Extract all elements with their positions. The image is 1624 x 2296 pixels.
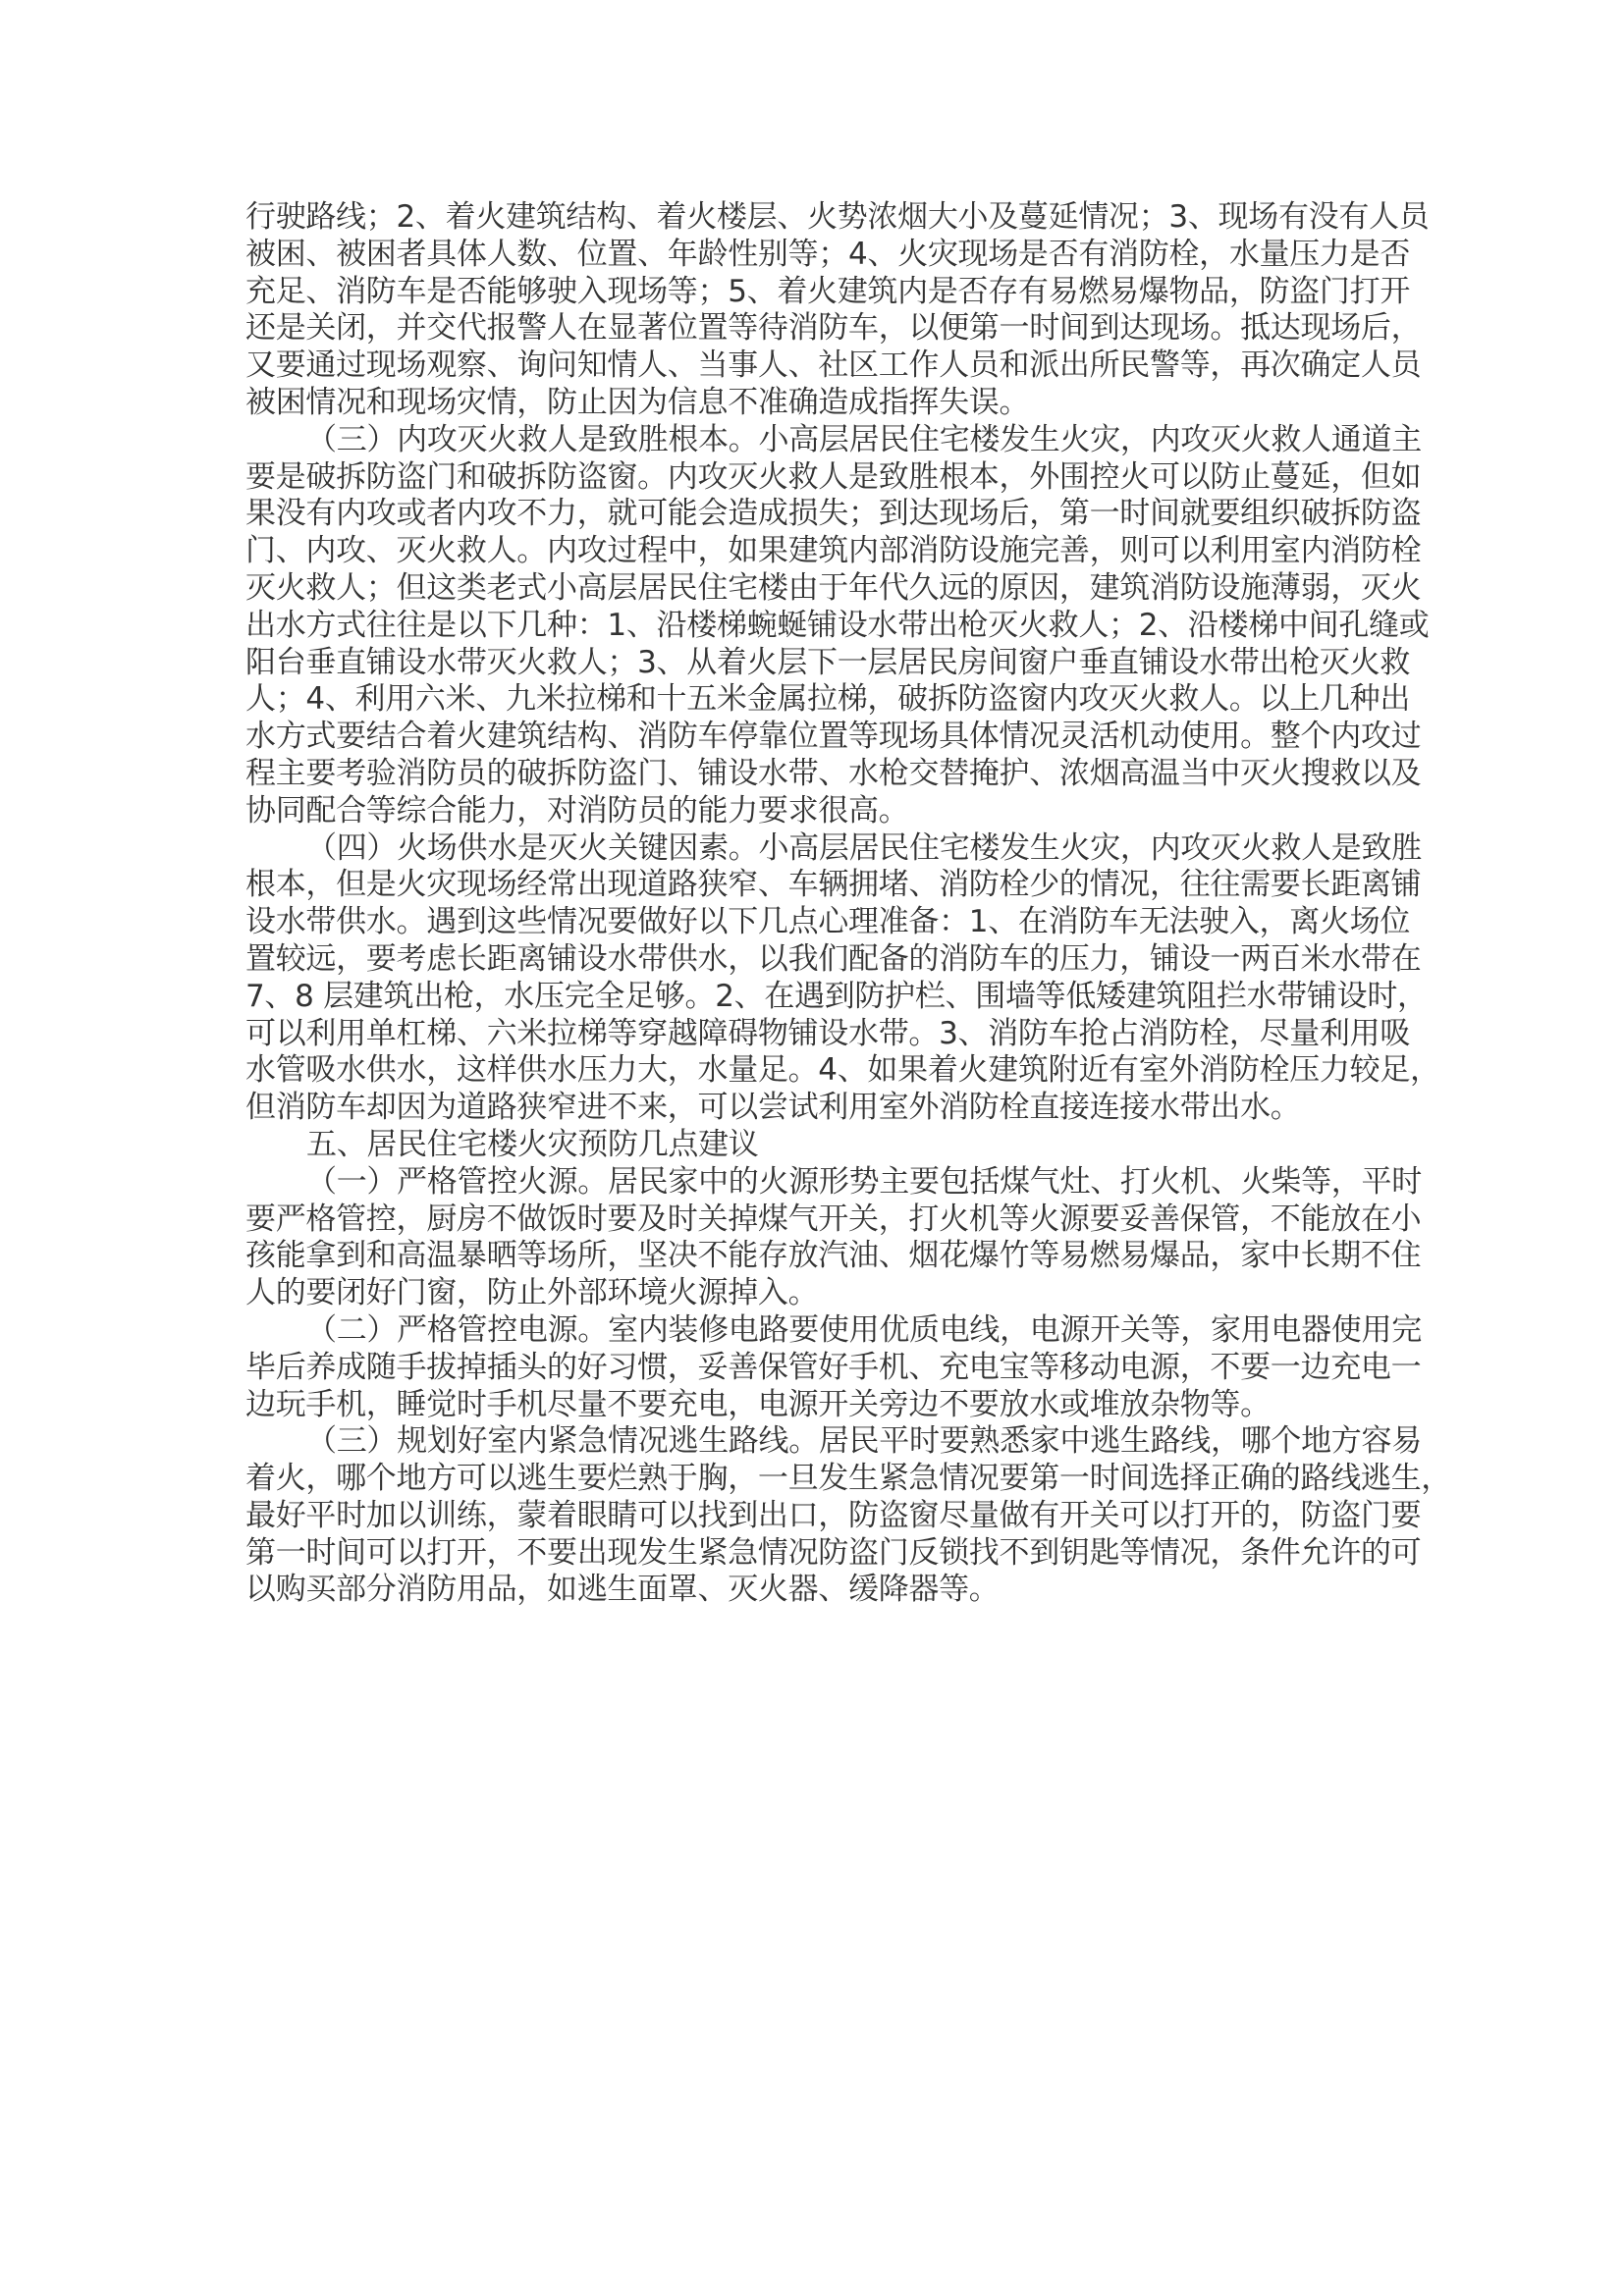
text-line: （一）严格管控火源。居民家中的火源形势主要包括煤气灶、打火机、火柴等，平时 — [306, 1163, 1422, 1200]
text-line: 人；4、利用六米、九米拉梯和十五米金属拉梯，破拆防盗窗内攻灭火救人。以上几种出 — [245, 681, 1411, 718]
text-line: 协同配合等综合能力，对消防员的能力要求很高。 — [245, 792, 909, 828]
document-body — [245, 199, 1451, 1609]
paragraph — [245, 421, 1430, 830]
text-line: 又要通过现场观察、询问知情人、当事人、社区工作人员和派出所民警等，再次确定人员 — [245, 347, 1422, 384]
text-line: （三）内攻灭火救人是致胜根本。小高层居民住宅楼发生火灾，内攻灭火救人通道主 — [306, 421, 1422, 457]
text-line: 要是破拆防盗门和破拆防盗窗。内攻灭火救人是致胜根本，外围控火可以防止蔓延，但如 — [245, 458, 1422, 495]
text-line: 要严格管控，厨房不做饭时要及时关掉煤气开关，打火机等火源要妥善保管，不能放在小 — [245, 1201, 1422, 1237]
text-line: 根本，但是火灾现场经常出现道路狭窄、车辆拥堵、消防栓少的情况，往往需要长距离铺 — [245, 867, 1422, 903]
text-line: 充足、消防车是否能够驶入现场等；5、着火建筑内是否存有易燃易爆物品，防盗门打开 — [245, 273, 1411, 309]
paragraph — [245, 1163, 1422, 1312]
text-line: 但消防车却因为道路狭窄进不来，可以尝试利用室外消防栓直接连接水带出水。 — [245, 1090, 1301, 1126]
paragraph — [245, 199, 1430, 422]
text-line: （二）严格管控电源。室内装修电路要使用优质电线，电源开关等，家用电器使用完 — [306, 1311, 1422, 1348]
text-line: 水方式要结合着火建筑结构、消防车停靠位置等现场具体情况灵活机动使用。整个内攻过 — [245, 719, 1422, 755]
text-line: 程主要考验消防员的破拆防盗门、铺设水带、水枪交替掩护、浓烟高温当中灭火搜救以及 — [245, 755, 1422, 791]
text-line: 被困、被困者具体人数、位置、年龄性别等；4、火灾现场是否有消防栓，水量压力是否 — [245, 236, 1411, 272]
text-line: （四）火场供水是灭火关键因素。小高层居民住宅楼发生火灾，内攻灭火救人是致胜 — [306, 829, 1422, 866]
paragraph — [245, 1423, 1451, 1609]
text-line: 可以利用单杠梯、六米拉梯等穿越障碍物铺设水带。3、消防车抢占消防栓，尽量利用吸 — [245, 1015, 1411, 1051]
text-line: 还是关闭，并交代报警人在显著位置等待消防车，以便第一时间到达现场。抵达现场后， — [245, 310, 1422, 347]
text-line: 以购买部分消防用品，如逃生面罩、灭火器、缓降器等。 — [245, 1572, 1000, 1608]
text-line: 最好平时加以训练，蒙着眼睛可以找到出口，防盗窗尽量做有开关可以打开的，防盗门要 — [245, 1497, 1422, 1533]
text-line: （三）规划好室内紧急情况逃生路线。居民平时要熟悉家中逃生路线，哪个地方容易 — [306, 1423, 1422, 1460]
text-line: 果没有内攻或者内攻不力，就可能会造成损失；到达现场后，第一时间就要组织破拆防盗 — [245, 496, 1422, 532]
text-line: 着火，哪个地方可以逃生要烂熟于胸，一旦发生紧急情况要第一时间选择正确的路线逃生， — [245, 1461, 1451, 1497]
text-line: 灭火救人；但这类老式小高层居民住宅楼由于年代久远的原因，建筑消防设施薄弱，灭火 — [245, 569, 1422, 606]
text-line: 置较远，要考虑长距离铺设水带供水，以我们配备的消防车的压力，铺设一两百米水带在 — [245, 940, 1422, 977]
text-line: 门、内攻、灭火救人。内攻过程中，如果建筑内部消防设施完善，则可以利用室内消防栓 — [245, 533, 1422, 569]
text-line: 人的要闭好门窗，防止外部环境火源掉入。 — [245, 1275, 819, 1311]
text-line: 水管吸水供水，这样供水压力大，水量足。4、如果着火建筑附近有室外消防栓压力较足， — [245, 1052, 1440, 1089]
text-line: 行驶路线；2、着火建筑结构、着火楼层、火势浓烟大小及蔓延情况；3、现场有没有人员 — [245, 199, 1430, 235]
text-line: 边玩手机，睡觉时手机尽量不要充电，电源开关旁边不要放水或堆放杂物等。 — [245, 1386, 1271, 1422]
paragraph — [245, 1311, 1422, 1423]
paragraph — [245, 1127, 1380, 1164]
text-line: 第一时间可以打开，不要出现发生紧急情况防盗门反锁找不到钥匙等情况，条件允许的可 — [245, 1534, 1422, 1571]
text-line: 孩能拿到和高温暴晒等场所，坚决不能存放汽油、烟花爆竹等易燃易爆品，家中长期不住 — [245, 1238, 1422, 1274]
text-line: 被困情况和现场灾情，防止因为信息不准确造成指挥失误。 — [245, 384, 1030, 420]
text-line: 五、居民住宅楼火灾预防几点建议 — [306, 1126, 759, 1162]
text-line: 7、8 层建筑出枪，水压完全足够。2、在遇到防护栏、围墙等低矮建筑阻拦水带铺设时， — [245, 978, 1428, 1014]
text-line: 出水方式往往是以下几种：1、沿楼梯蜿蜒铺设水带出枪灭火救人；2、沿楼梯中间孔缝或 — [245, 607, 1430, 643]
text-line: 毕后养成随手拔掉插头的好习惯，妥善保管好手机、充电宝等移动电源，不要一边充电一 — [245, 1349, 1422, 1385]
paragraph — [245, 829, 1440, 1127]
text-line: 设水带供水。遇到这些情况要做好以下几点心理准备：1、在消防车无法驶入，离火场位 — [245, 904, 1411, 940]
text-line: 阳台垂直铺设水带灭火救人；3、从着火层下一层居民房间窗户垂直铺设水带出枪灭火救 — [245, 644, 1411, 680]
